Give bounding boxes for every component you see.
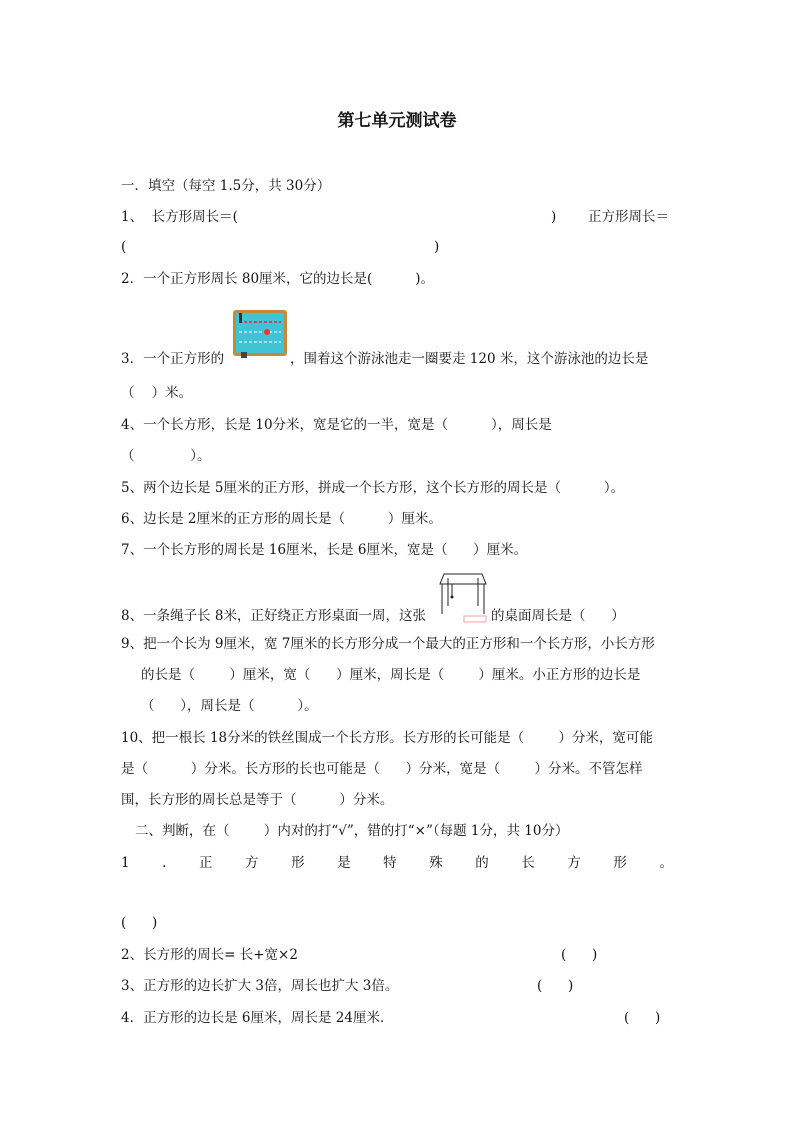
judge-1-char: 1 bbox=[121, 855, 130, 871]
table-image bbox=[438, 570, 488, 624]
judge-1-char: 。 bbox=[659, 855, 673, 871]
judge-3-paren: ( ) bbox=[537, 978, 574, 994]
q3-text-c: （ ）米。 bbox=[121, 385, 193, 401]
q4-text-a: 4、一个长方形，长是 10分米，宽是它的一半，宽是（ ），周长是 bbox=[121, 417, 552, 433]
q9-text-a: 9、把一个长为 9厘米，宽 7厘米的长方形分成一个最大的正方形和一个长方形，小长方形 bbox=[121, 636, 655, 652]
judge-1-line bbox=[121, 854, 673, 872]
judge-1-char: 形 bbox=[613, 855, 627, 871]
q10-text-a: 10、把一根长 18分米的铁丝围成一个长方形。长方形的长可能是（ ）分米，宽可能 bbox=[121, 730, 653, 746]
q10-text-c: 围，长方形的周长总是等于（ ）分米。 bbox=[121, 792, 394, 808]
q10-text-b: 是（ ）分米。长方形的长也可能是（ ）分米，宽是（ ）分米。不管怎样 bbox=[121, 761, 643, 777]
q9-text-c: （ ），周长是（ ）。 bbox=[141, 698, 318, 714]
judge-1-char: 是 bbox=[337, 855, 351, 871]
judge-1-char: 的 bbox=[475, 855, 489, 871]
judge-1-char: 长 bbox=[521, 855, 535, 871]
judge-2-paren: ( ) bbox=[561, 947, 598, 963]
judge-4-text: 4．正方形的边长是 6厘米，周长是 24厘米． bbox=[121, 1010, 394, 1026]
q1-paren-close: ) bbox=[551, 209, 557, 225]
q1-text: 1、 长方形周长＝( bbox=[121, 209, 238, 225]
q2-text: 2．一个正方形周长 80厘米，它的边长是( )。 bbox=[121, 271, 435, 287]
page-title: 第七单元测试卷 bbox=[337, 111, 457, 131]
judge-2-text: 2、长方形的周长= 长+宽×2 bbox=[121, 947, 298, 963]
q1-paren-open-2: ( bbox=[121, 239, 127, 255]
q3-text-b: ，围着这个游泳池走一圈要走 120 米，这个游泳池的边长是 bbox=[290, 351, 649, 367]
section2-header: 二、判断，在（ ）内对的打“√”，错的打“×”（每题 1分，共 10分） bbox=[135, 823, 569, 839]
q1-square-label: 正方形周长＝ bbox=[588, 209, 669, 225]
swimming-pool-image bbox=[231, 308, 289, 360]
section1-header: 一．填空（每空 1.5分，共 30分） bbox=[121, 178, 331, 194]
judge-1-char: 方 bbox=[245, 855, 259, 871]
judge-1-char: 特 bbox=[383, 855, 397, 871]
judge-1-char: . bbox=[162, 855, 167, 871]
q1-paren-close-2: ) bbox=[434, 239, 440, 255]
q3-text-a: 3．一个正方形的 bbox=[121, 351, 225, 367]
judge-1-char: 殊 bbox=[429, 855, 443, 871]
judge-1-char: 正 bbox=[198, 855, 213, 871]
judge-1-char: 形 bbox=[291, 855, 305, 871]
q8-text-a: 8、一条绳子长 8米，正好绕正方形桌面一周，这张 bbox=[121, 608, 426, 624]
judge-4-paren: ( ) bbox=[624, 1010, 661, 1026]
judge-1-char: 方 bbox=[567, 855, 581, 871]
q9-text-b: 的长是（ ）厘米，宽（ ）厘米，周长是（ ）厘米。小正方形的边长是 bbox=[141, 667, 641, 683]
judge-1-paren: ( ) bbox=[121, 915, 158, 931]
q6-text: 6、边长是 2厘米的正方形的周长是（ ）厘米。 bbox=[121, 511, 442, 527]
q5-text: 5、两个边长是 5厘米的正方形，拼成一个长方形，这个长方形的周长是（ ）。 bbox=[121, 480, 625, 496]
judge-3-text: 3、正方形的边长扩大 3倍，周长也扩大 3倍。 bbox=[121, 978, 399, 994]
q8-text-b: 的桌面周长是（ ） bbox=[491, 608, 625, 624]
q4-text-b: （ ）。 bbox=[121, 448, 211, 464]
q7-text: 7、一个长方形的周长是 16厘米，长是 6厘米，宽是（ ）厘米。 bbox=[121, 542, 528, 558]
